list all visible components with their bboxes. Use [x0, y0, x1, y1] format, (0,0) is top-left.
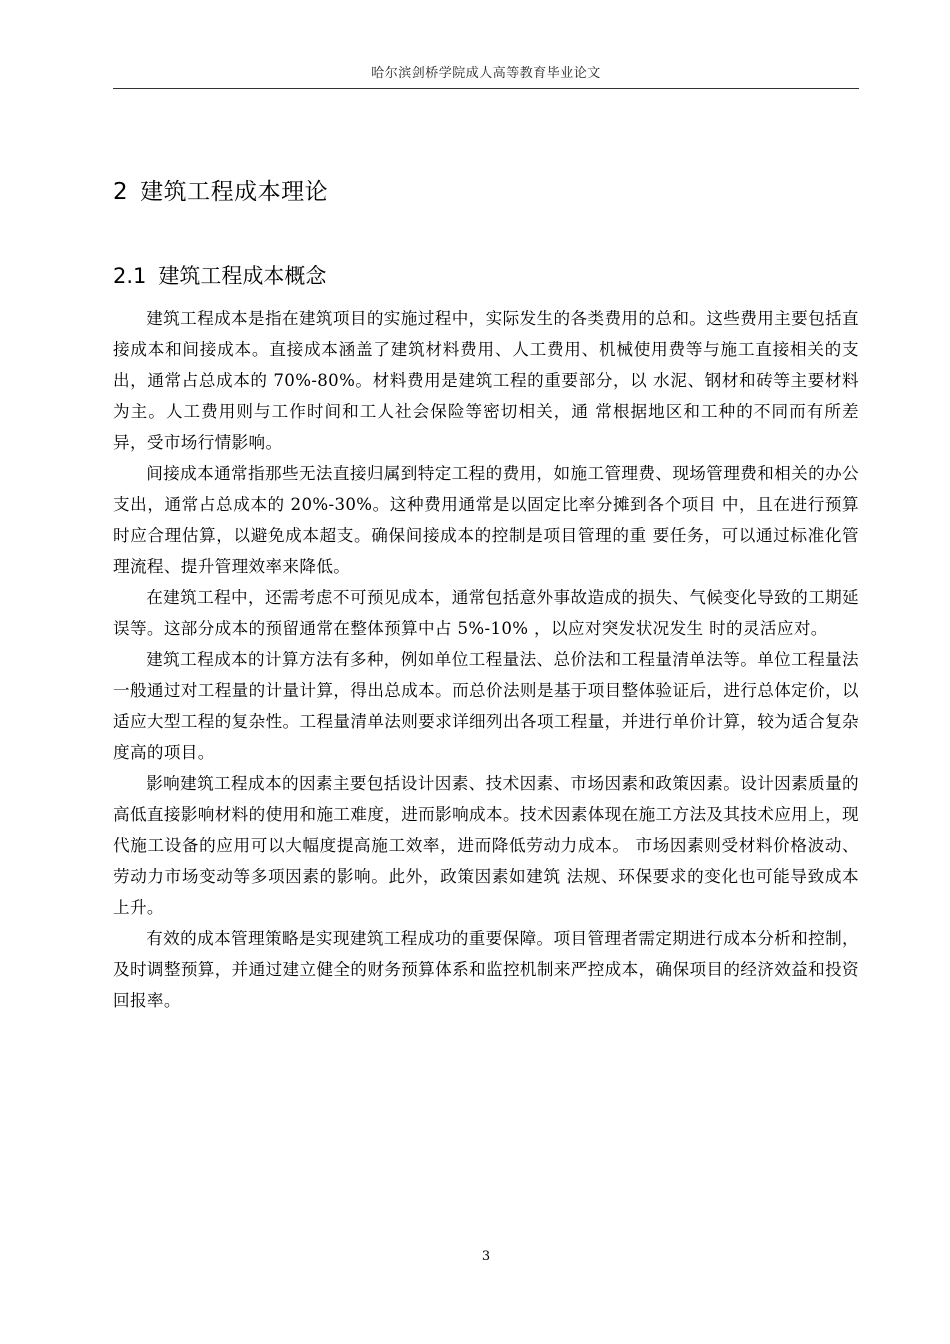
section-title-text: 建筑工程成本概念: [158, 264, 327, 288]
page-header: 哈尔滨剑桥学院成人高等教育毕业论文: [371, 66, 601, 81]
paragraph-contingency: 在建筑工程中，还需考虑不可预见成本，通常包括意外事故造成的损失、气候变化导致的工期延误等。这部分成本的预留通常在整体预算中占 5%-10% ，以应对突发状况发生 时的灵活应对。: [113, 588, 859, 638]
page-number: 3: [481, 1249, 491, 1264]
section-heading: [113, 260, 326, 290]
section-number: 2.1: [113, 264, 147, 288]
header-divider: [113, 88, 859, 89]
paragraph-management-strategy: 有效的成本管理策略是实现建筑工程成功的重要保障。项目管理者需定期进行成本分析和控制，及时调整预算，并通过建立健全的财务预算体系和监控机制来严控成本，确保项目的经济效益和投资回报率。: [113, 929, 859, 1010]
chapter-number: 2: [113, 179, 129, 205]
paragraph-indirect-cost: 间接成本通常指那些无法直接归属到特定工程的费用，如施工管理费、现场管理费和相关的办公支出，通常占总成本的 20%-30%。这种费用通常是以固定比率分摊到各个项目 中，且在进行预算时应合理估算，以避免成本超支。确保间接成本的控制是项目管理的重 要任务，可以通过标准化管理流程、提升管理效率来降低。: [113, 464, 859, 576]
body-text: [113, 303, 859, 1016]
paragraph-influencing-factors: 影响建筑工程成本的因素主要包括设计因素、技术因素、市场因素和政策因素。设计因素质量的高低直接影响材料的使用和施工难度，进而影响成本。技术因素体现在施工方法及其技术应用上，现代施工设备的应用可以大幅度提高施工效率，进而降低劳动力成本。 市场因素则受材料价格波动、劳动力市场变动等多项因素的影响。此外，政策因素如建筑 法规、环保要求的变化也可能导致成本上升。: [113, 774, 859, 917]
paragraph-definition: 建筑工程成本是指在建筑项目的实施过程中，实际发生的各类费用的总和。这些费用主要包括直接成本和间接成本。直接成本涵盖了建筑材料费用、人工费用、机械使用费等与施工直接相关的支出，通常占总成本的 70%-80%。材料费用是建筑工程的重要部分，以 水泥、钢材和砖等主要材料为主。人工费用则与工作时间和工人社会保险等密切相关，通 常根据地区和工种的不同而有所差异，受市场行情影响。: [113, 309, 859, 452]
paragraph-calculation-methods: 建筑工程成本的计算方法有多种，例如单位工程量法、总价法和工程量清单法等。单位工程量法一般通过对工程量的计量计算，得出总成本。而总价法则是基于项目整体验证后，进行总体定价，以适应大型工程的复杂性。工程量清单法则要求详细列出各项工程量，并进行单价计算，较为适合复杂度高的项目。: [113, 650, 859, 762]
chapter-heading: [113, 173, 328, 206]
chapter-title-text: 建筑工程成本理论: [140, 179, 329, 205]
